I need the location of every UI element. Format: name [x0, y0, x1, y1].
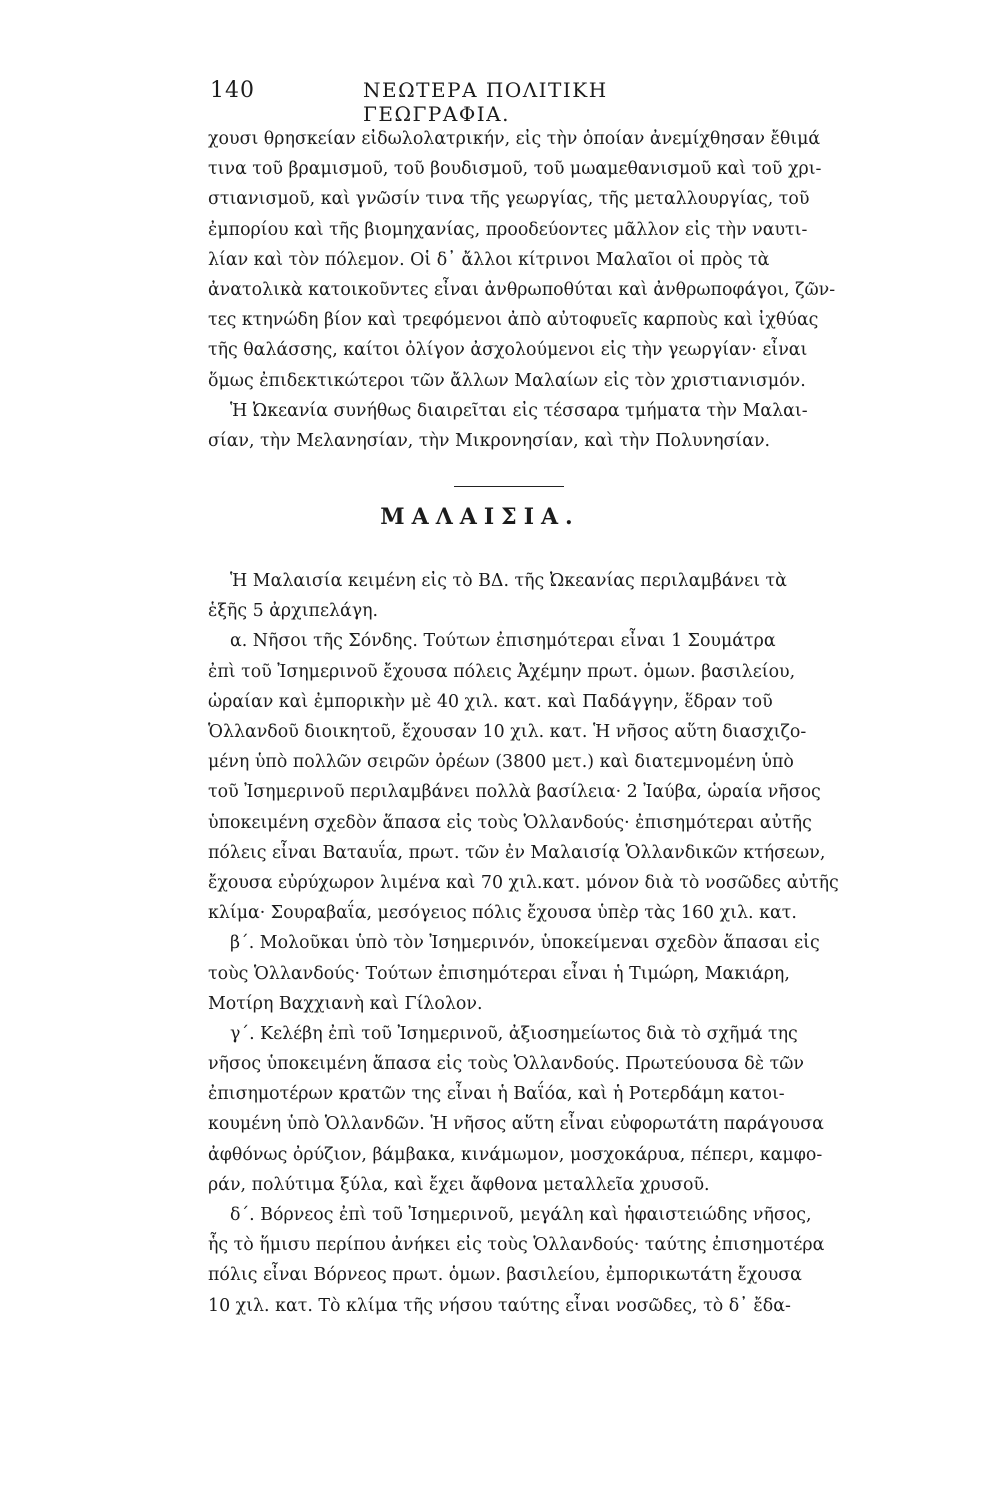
text-line: τινα τοῦ βραμισμοῦ, τοῦ βουδισμοῦ, τοῦ μωαμεθανισμοῦ καὶ τοῦ χρι-	[208, 159, 822, 180]
text-line: ράν, πολύτιμα ξύλα, καὶ ἔχει ἄφθονα μεταλλεῖα χρυσοῦ.	[208, 1174, 710, 1195]
text-line: ἑξῆς 5 ἀρχιπελάγη.	[208, 601, 379, 622]
section-title: ΜΑΛΑΙΣΙΑ.	[380, 504, 580, 531]
section-heading-block	[208, 456, 752, 566]
paragraph-borneo	[208, 1200, 825, 1321]
text-line: πόλεις εἶναι Βαταυΐα, πρωτ. τῶν ἐν Μαλαισίᾳ Ὁλλανδικῶν κτήσεων,	[208, 842, 826, 863]
text-line: κουμένη ὑπὸ Ὁλλανδῶν. Ἡ νῆσος αὕτη εἶναι εὐφορωτάτη παράγουσα	[208, 1114, 824, 1135]
text-line: νῆσος ὑποκειμένη ἅπασα εἰς τοὺς Ὁλλανδούς. Πρωτεύουσα δὲ τῶν	[208, 1054, 804, 1075]
page-number: 140	[210, 78, 255, 103]
running-head: ΝΕΩΤΕΡΑ ΠΟΛΙΤΙΚΗ ΓΕΩΓΡΑΦΙΑ.	[363, 78, 608, 126]
text-line: χουσι θρησκείαν εἰδωλολατρικήν, εἰς τὴν ὁποίαν ἀνεμίχθησαν ἔθιμά	[208, 129, 821, 149]
text-line: σίαν, τὴν Μελανησίαν, τὴν Μικρονησίαν, καὶ τὴν Πολυνησίαν.	[208, 430, 771, 451]
text-line: τῆς θαλάσσης, καίτοι ὀλίγον ἀσχολούμενοι εἰς τὴν γεωργίαν· εἶναι	[208, 340, 808, 361]
text-line: τοὺς Ὁλλανδούς· Τούτων ἐπισημότεραι εἶναι ἡ Τιμώρη, Μακιάρη,	[208, 963, 790, 984]
text-line: ἐπὶ τοῦ Ἰσημερινοῦ ἔχουσα πόλεις Ἀχέμην πρωτ. ὁμων. βασιλείου,	[208, 661, 796, 682]
text-line: στιανισμοῦ, καὶ γνῶσίν τινα τῆς γεωργίας, τῆς μεταλλουργίας, τοῦ	[208, 189, 810, 210]
text-line: ἀφθόνως ὀρύζιον, βάμβακα, κινάμωμον, μοσχοκάρυα, πέπερι, καμφο-	[208, 1144, 823, 1165]
text-line: ἔχουσα εὐρύχωρον λιμένα καὶ 70 χιλ.κατ. μόνον διὰ τὸ νοσῶδες αὐτῆς	[208, 872, 839, 893]
text-line: β΄. Μολοῦκαι ὑπὸ τὸν Ἰσημερινόν, ὑποκείμεναι σχεδὸν ἅπασαι εἰς	[230, 933, 820, 954]
paragraph-malaysia-intro	[208, 566, 787, 626]
text-line: κλίμα· Σουραβαΐα, μεσόγειος πόλις ἔχουσα ὑπὲρ τὰς 160 χιλ. κατ.	[208, 903, 797, 924]
text-line: α. Νῆσοι τῆς Σόνδης. Τούτων ἐπισημότεραι εἶναι 1 Σουμάτρα	[230, 631, 776, 652]
text-line: Ἡ Μαλαισία κειμένη εἰς τὸ ΒΔ. τῆς Ὠκεανίας περιλαμβάνει τὰ	[230, 571, 787, 592]
text-line: ὅμως ἐπιδεκτικώτεροι τῶν ἄλλων Μαλαίων εἰς τὸν χριστιανισμόν.	[208, 370, 806, 391]
text-line: λίαν καὶ τὸν πόλεμον. Οἱ δ᾽ ἄλλοι κίτρινοι Μαλαῖοι οἱ πρὸς τὰ	[208, 249, 770, 270]
page-header	[210, 78, 750, 126]
paragraph-moluccas	[208, 928, 820, 1019]
text-line: 10 χιλ. κατ. Τὸ κλίμα τῆς νήσου ταύτης εἶναι νοσῶδες, τὸ δ᾽ ἔδα-	[208, 1295, 791, 1316]
text-line: ὑποκειμένη σχεδὸν ἅπασα εἰς τοὺς Ὁλλανδούς· ἐπισημότεραι αὐτῆς	[208, 812, 812, 833]
page-body	[208, 124, 839, 1321]
text-line: ἧς τὸ ἥμισυ περίπου ἀνήκει εἰς τοὺς Ὁλλανδούς· ταύτης ἐπισημοτέρα	[208, 1235, 825, 1256]
text-line: δ΄. Βόρνεος ἐπὶ τοῦ Ἰσημερινοῦ, μεγάλη καὶ ἡφαιστειώδης νῆσος,	[230, 1205, 812, 1225]
text-line: τες κτηνώδη βίον καὶ τρεφόμενοι ἀπὸ αὐτοφυεῖς καρποὺς καὶ ἰχθύας	[208, 310, 819, 331]
text-line: ἐμπορίου καὶ τῆς βιομηχανίας, προοδεύοντες μᾶλλον εἰς τὴν ναυτι-	[208, 219, 808, 240]
text-line: Ὁλλανδοῦ διοικητοῦ, ἔχουσαν 10 χιλ. κατ. Ἡ νῆσος αὕτη διασχιζο-	[208, 722, 807, 742]
text-line: μένη ὑπὸ πολλῶν σειρῶν ὀρέων (3800 μετ.) καὶ διατεμνομένη ὑπὸ	[208, 752, 794, 773]
text-line: ἀνατολικὰ κατοικοῦντες εἶναι ἀνθρωποθύται καὶ ἀνθρωποφάγοι, ζῶν-	[208, 279, 836, 300]
paragraph-sunda-islands	[208, 626, 839, 928]
paragraph-celebes	[208, 1019, 824, 1200]
paragraph-division	[208, 396, 808, 456]
text-line: ὡραίαν καὶ ἐμπορικὴν μὲ 40 χιλ. κατ. καὶ Παδάγγην, ἕδραν τοῦ	[208, 691, 773, 712]
text-line: ἐπισημοτέρων κρατῶν της εἶναι ἡ Βαΐόα, καὶ ἡ Ροτερδάμη κατοι-	[208, 1084, 785, 1105]
text-line: Μοτίρη Βαχχιανὴ καὶ Γίλολον.	[208, 993, 483, 1014]
text-line: Ἡ Ὠκεανία συνήθως διαιρεῖται εἰς τέσσαρα τμήματα τὴν Μαλαι-	[230, 400, 808, 421]
section-divider	[454, 486, 564, 487]
text-line: τοῦ Ἰσημερινοῦ περιλαμβάνει πολλὰ βασίλεια· 2 Ἰαύβα, ὡραία νῆσος	[208, 782, 821, 803]
text-line: πόλις εἶναι Βόρνεος πρωτ. ὁμων. βασιλείου, ἐμπορικωτάτη ἔχουσα	[208, 1265, 802, 1286]
text-line: γ΄. Κελέβη ἐπὶ τοῦ Ἰσημερινοῦ, ἀξιοσημείωτος διὰ τὸ σχῆμά της	[230, 1023, 798, 1044]
paragraph-religion	[208, 124, 836, 396]
